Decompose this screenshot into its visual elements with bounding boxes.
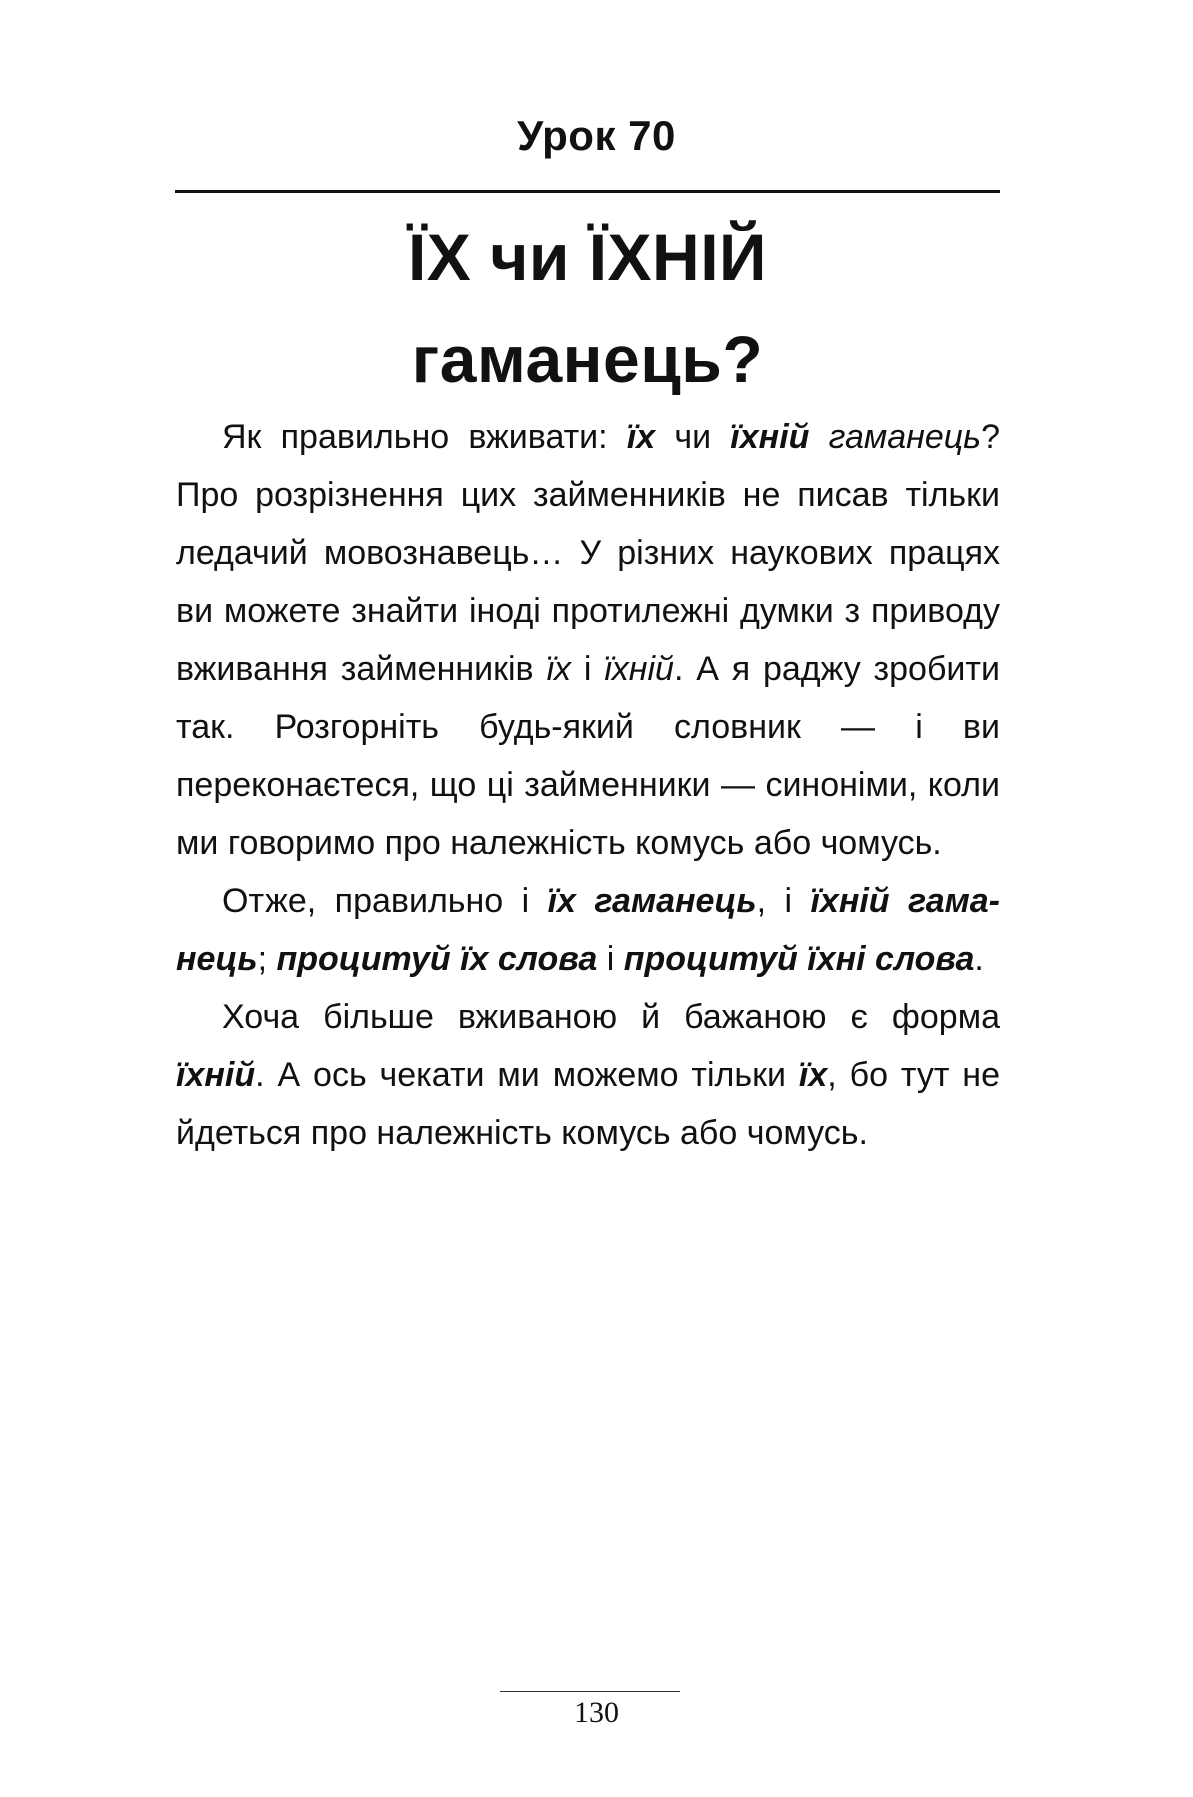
title-line-1: ЇХ чи ЇХНІЙ — [408, 220, 767, 294]
paragraph-2 — [176, 872, 1000, 988]
paragraph-3 — [176, 988, 1000, 1162]
p2-term-3: процитуй їх слова — [276, 940, 598, 978]
page-number: 130 — [574, 1696, 619, 1729]
p1-text-1: Як правильно вживати: — [222, 418, 627, 456]
p2-text-3: ; — [257, 940, 277, 978]
p1-text-4: ? Про розрізнення цих займенників не писав тільки ледачий мовознавець… У різних наукових працях ви можете знайти іноді протилежні думки з приводу вживання займенників — [176, 418, 1000, 688]
p3-term-2: їх — [798, 1056, 828, 1094]
p1-italic-2: їх — [546, 650, 571, 688]
p2-term-2: їхній гаманець — [176, 882, 1000, 978]
p2-text-1: Отже, правильно і — [222, 882, 548, 920]
lesson-body — [176, 408, 1000, 1162]
p2-text-4: і — [597, 940, 624, 978]
p1-text-2: чи — [655, 418, 731, 456]
title-divider — [175, 190, 1000, 193]
p1-term-2: їхній — [730, 418, 810, 456]
p1-text-6: . А я раджу зробити так. Розгорніть будь-який словник — і ви переконаєтеся, що ці займенники — синоніми, коли ми говоримо про належність комусь або чомусь. — [176, 650, 1000, 862]
p2-term-1: їх гаманець — [547, 882, 757, 920]
footer-divider — [500, 1691, 680, 1692]
p1-text-5: і — [571, 650, 605, 688]
page-title — [175, 206, 1000, 410]
p1-italic-1: гаманець — [828, 418, 982, 456]
paragraph-1 — [176, 408, 1000, 872]
lesson-label: Урок 70 — [517, 112, 676, 159]
p3-text-3: , бо тут не йдеться про належність комусь або чомусь. — [176, 1056, 1000, 1152]
p2-term-4: процитуй їхні слова — [623, 940, 975, 978]
p3-text-1: Хоча більше вживаною й бажаною є форма — [222, 998, 1000, 1036]
p1-text-3 — [809, 418, 828, 456]
p2-text-5: . — [974, 940, 984, 978]
p1-term-1: їх — [626, 418, 656, 456]
p3-term-1: їхній — [176, 1056, 256, 1094]
p2-text-2: , і — [756, 882, 811, 920]
p1-italic-3: їхній — [604, 650, 674, 688]
title-line-2: гаманець? — [411, 322, 764, 396]
p3-text-2: . А ось чекати ми можемо тільки — [255, 1056, 799, 1094]
